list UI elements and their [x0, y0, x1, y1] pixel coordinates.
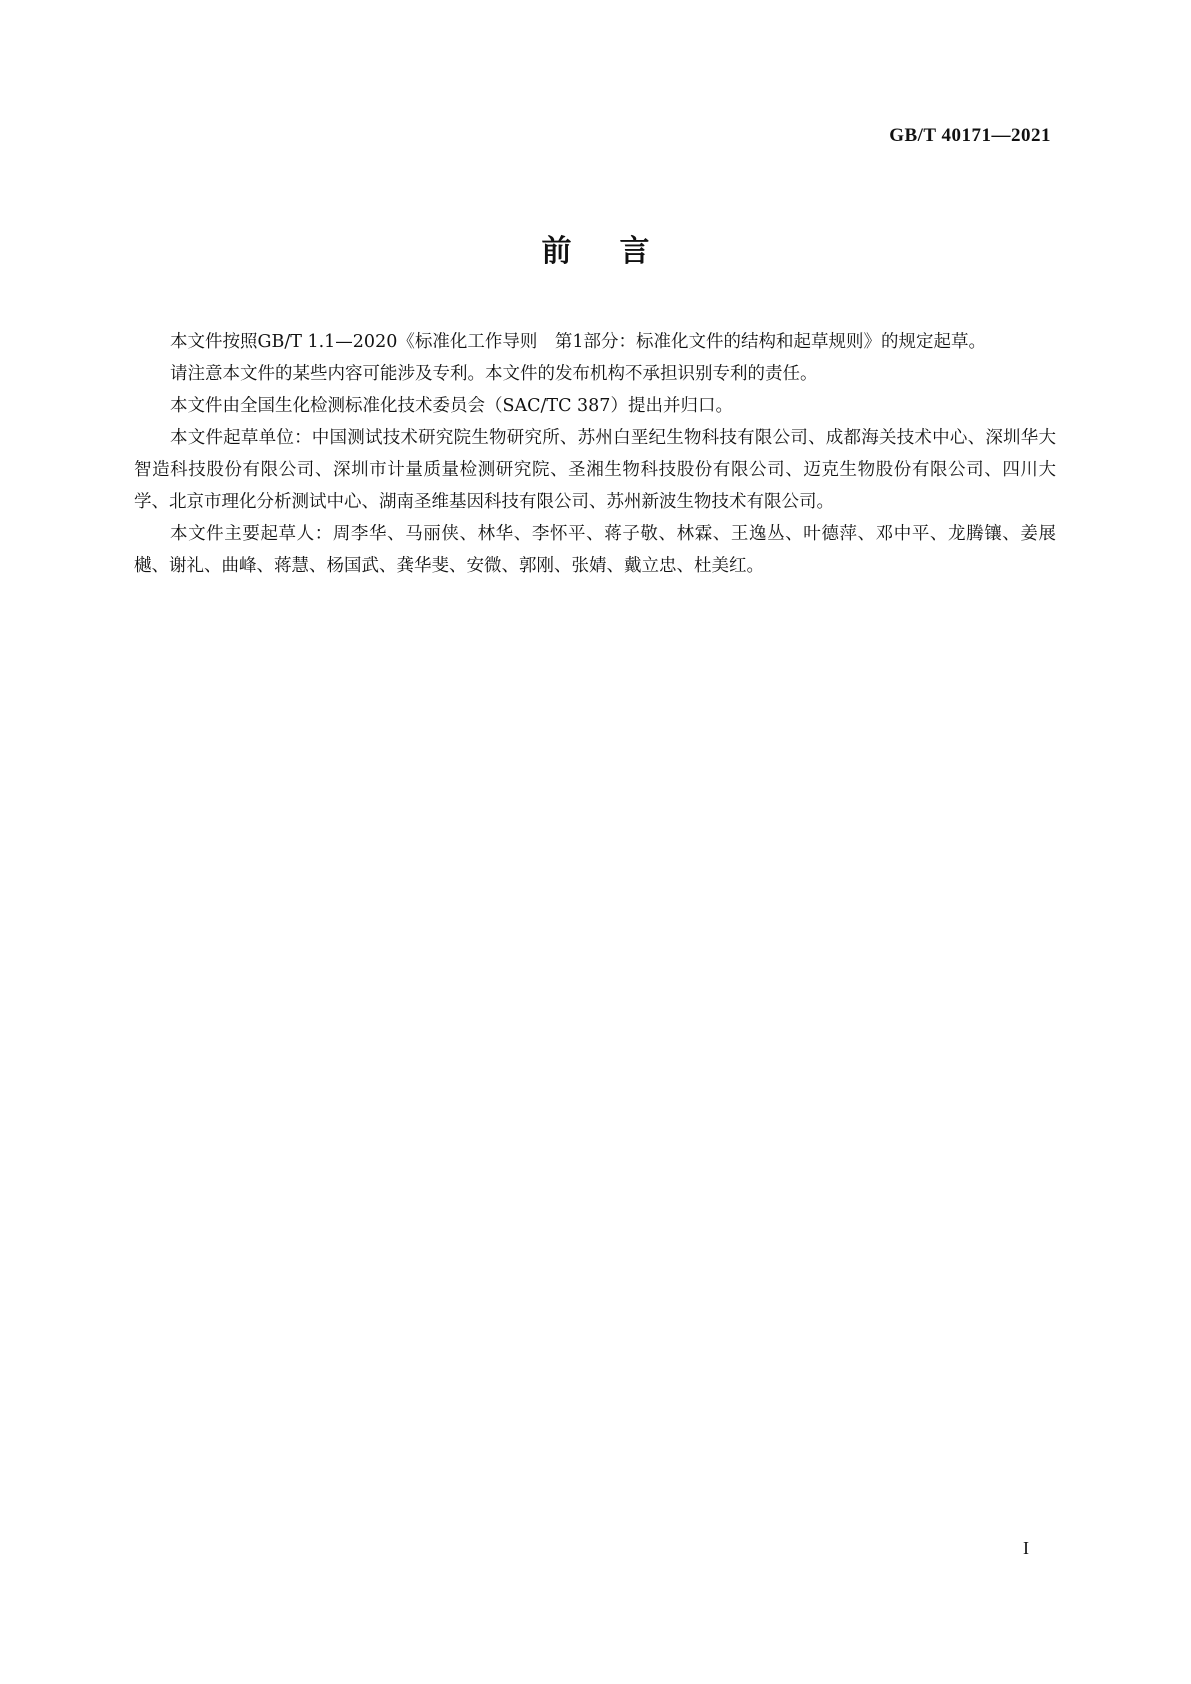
- paragraph-drafting-rules: 本文件按照GB/T 1.1—2020《标准化工作导则 第1部分：标准化文件的结构和起草规则》的规定起草。: [170, 332, 986, 352]
- page-title: 前言: [541, 234, 698, 269]
- paragraph-patent-notice: 请注意本文件的某些内容可能涉及专利。本文件的发布机构不承担识别专利的责任。: [170, 364, 818, 384]
- paragraph-drafting-units: 本文件起草单位：中国测试技术研究院生物研究所、苏州白垩纪生物科技有限公司、成都海关技术中心、深圳华大智造科技股份有限公司、深圳市计量质量检测研究院、圣湘生物科技股份有限公司、迈克生物股份有限公司、四川大学、北京市理化分析测试中心、湖南圣维基因科技有限公司、苏州新波生物技术有限公司。: [134, 428, 1056, 512]
- paragraph-proposer: 本文件由全国生化检测标准化技术委员会（SAC/TC 387）提出并归口。: [170, 396, 733, 416]
- foreword-body: [134, 326, 1056, 582]
- standard-code: GB/T 40171—2021: [889, 125, 1051, 146]
- page-number: I: [1023, 1538, 1029, 1558]
- paragraph-drafters: 本文件主要起草人：周李华、马丽侠、林华、李怀平、蒋子敬、林霖、王逸丛、叶德萍、邓中平、龙腾镶、姜展樾、谢礼、曲峰、蒋慧、杨国武、龚华斐、安微、郭刚、张婧、戴立忠、杜美红。: [134, 524, 1056, 576]
